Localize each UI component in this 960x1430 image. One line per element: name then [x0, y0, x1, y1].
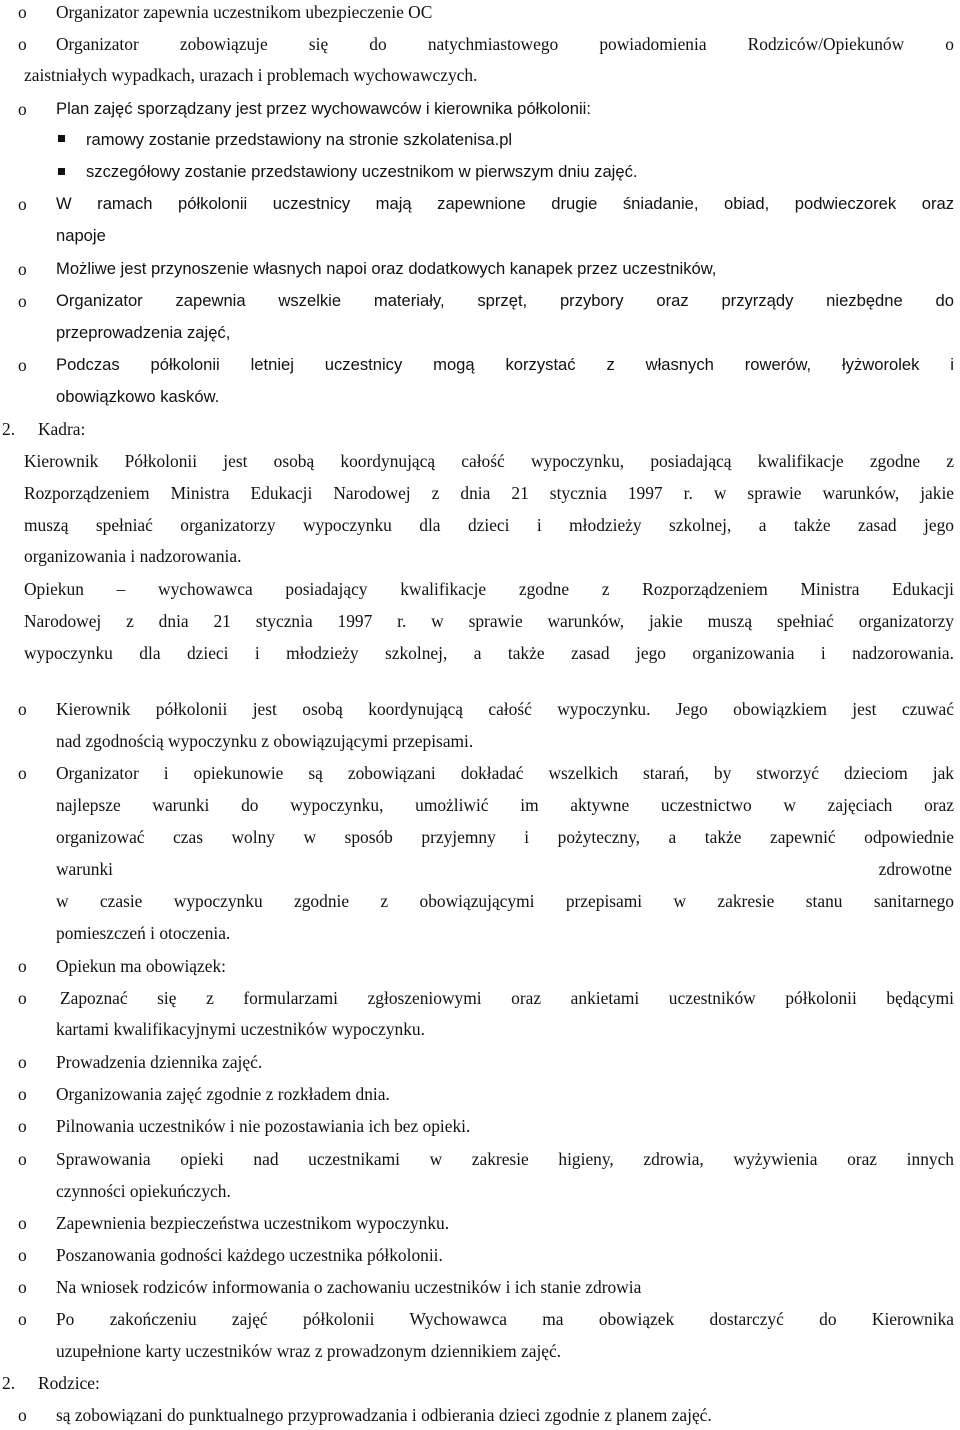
- bullet-marker: o: [18, 1084, 27, 1104]
- section-heading: Kadra:: [38, 419, 86, 439]
- section-number: 2.: [2, 419, 16, 439]
- paragraph-line: Opiekun – wychowawca posiadający kwalifikacje zgodne z Rozporządzeniem Ministra Edukacji: [24, 579, 954, 599]
- bullet-marker: o: [18, 99, 27, 119]
- list-item-text: Organizator zobowiązuje się do natychmiastowego powiadomienia Rodziców/Opiekunów o: [56, 34, 954, 54]
- list-item-text: uzupełnione karty uczestników wraz z prowadzonym dziennikiem zajęć.: [56, 1341, 562, 1361]
- list-item-text: Pilnowania uczestników i nie pozostawiania ich bez opieki.: [56, 1116, 471, 1136]
- list-item-text: kartami kwalifikacyjnymi uczestników wypoczynku.: [56, 1019, 425, 1039]
- list-item-text: Kierownik półkolonii jest osobą koordynującą całość wypoczynku. Jego obowiązkiem jest czuwać: [56, 699, 954, 719]
- list-item-text: przeprowadzenia zajęć,: [56, 323, 231, 342]
- list-item-text: Opiekun ma obowiązek:: [56, 956, 226, 976]
- list-item-text: Organizator zapewnia uczestnikom ubezpieczenie OC: [56, 2, 433, 22]
- bullet-marker: o: [18, 34, 27, 54]
- bullet-marker: o: [18, 988, 27, 1008]
- list-item-text: czynności opiekuńczych.: [56, 1181, 231, 1201]
- paragraph-line: organizowania i nadzorowania.: [24, 546, 242, 566]
- list-item-text: Zapoznać się z formularzami zgłoszeniowymi oraz ankietami uczestników półkolonii będącymi: [60, 988, 954, 1008]
- list-item-text: najlepsze warunki do wypoczynku, umożliwić im aktywne uczestnictwo w zajęciach oraz: [56, 795, 954, 815]
- list-item-text: zaistniałych wypadkach, urazach i problemach wychowawczych.: [24, 65, 478, 85]
- sub-item-text: szczegółowy zostanie przedstawiony uczestnikom w pierwszym dniu zajęć.: [86, 162, 638, 181]
- list-item-text: Organizowania zajęć zgodnie z rozkładem dnia.: [56, 1084, 390, 1104]
- paragraph-line: Narodowej z dnia 21 stycznia 1997 r. w sprawie warunków, jakie muszą spełniać organizatorzy: [24, 611, 954, 631]
- list-item-text: Zapewnienia bezpieczeństwa uczestnikom wypoczynku.: [56, 1213, 450, 1233]
- bullet-marker: o: [18, 699, 27, 719]
- bullet-marker: o: [18, 763, 27, 783]
- list-item-text: W ramach półkolonii uczestnicy mają zapewnione drugie śniadanie, obiad, podwieczorek oraz: [56, 194, 954, 213]
- list-item-text: pomieszczeń i otoczenia.: [56, 923, 231, 943]
- square-bullet-icon: [58, 135, 65, 142]
- paragraph-line: Rozporządzeniem Ministra Edukacji Narodowej z dnia 21 stycznia 1997 r. w sprawie warunków, jakie: [24, 483, 954, 503]
- list-item-text: Poszanowania godności każdego uczestnika półkolonii.: [56, 1245, 443, 1265]
- square-bullet-icon: [58, 168, 65, 175]
- list-item-text: Po zakończeniu zajęć półkolonii Wychowawca ma obowiązek dostarczyć do Kierownika: [56, 1309, 954, 1329]
- bullet-marker: o: [18, 956, 27, 976]
- bullet-marker: o: [18, 291, 27, 311]
- paragraph-line: Kierownik Półkolonii jest osobą koordynującą całość wypoczynku, posiadającą kwalifikacje zgodne z: [24, 451, 954, 471]
- list-item-text: obowiązkowo kasków.: [56, 387, 220, 406]
- bullet-marker: o: [18, 355, 27, 375]
- list-item-text: Prowadzenia dziennika zajęć.: [56, 1052, 263, 1072]
- section-number: 2.: [2, 1373, 16, 1393]
- section-heading: Rodzice:: [38, 1373, 100, 1393]
- list-item-text: organizować czas wolny w sposób przyjemny i pożyteczny, a także zapewnić odpowiednie: [56, 827, 954, 847]
- list-item-text: w czasie wypoczynku zgodnie z obowiązującymi przepisami w zakresie stanu sanitarnego: [56, 891, 954, 911]
- list-item-text: warunki: [56, 859, 113, 879]
- list-item-text: Możliwe jest przynoszenie własnych napoi oraz dodatkowych kanapek przez uczestników,: [56, 259, 717, 278]
- bullet-marker: o: [18, 1213, 27, 1233]
- list-item-text: Na wniosek rodziców informowania o zachowaniu uczestników i ich stanie zdrowia: [56, 1277, 642, 1297]
- list-item-text: Sprawowania opieki nad uczestnikami w zakresie higieny, zdrowia, wyżywienia oraz innych: [56, 1149, 954, 1169]
- bullet-marker: o: [18, 1309, 27, 1329]
- bullet-marker: o: [18, 1277, 27, 1297]
- list-item-text: Organizator i opiekunowie są zobowiązani dokładać wszelkich starań, by stworzyć dzieciom jak: [56, 763, 954, 783]
- bullet-marker: o: [18, 2, 27, 22]
- bullet-marker: o: [18, 1116, 27, 1136]
- list-item-text: napoje: [56, 226, 106, 245]
- bullet-marker: o: [18, 194, 27, 214]
- list-item-text: nad zgodnością wypoczynku z obowiązującymi przepisami.: [56, 731, 474, 751]
- bullet-marker: o: [18, 1149, 27, 1169]
- list-item-text: zdrowotne: [878, 859, 952, 879]
- bullet-marker: o: [18, 259, 27, 279]
- bullet-marker: o: [18, 1052, 27, 1072]
- list-item-text: Podczas półkolonii letniej uczestnicy mogą korzystać z własnych rowerów, łyżworolek i: [56, 355, 954, 374]
- list-item-text: Organizator zapewnia wszelkie materiały, sprzęt, przybory oraz przyrządy niezbędne do: [56, 291, 954, 310]
- list-item-text: Plan zajęć sporządzany jest przez wychowawców i kierownika półkolonii:: [56, 99, 591, 118]
- sub-item-text: ramowy zostanie przedstawiony na stronie szkolatenisa.pl: [86, 130, 513, 149]
- paragraph-line: muszą spełniać organizatorzy wypoczynku dla dzieci i młodzieży szkolnej, a także zasad jego: [24, 515, 954, 535]
- bullet-marker: o: [18, 1405, 27, 1425]
- bullet-marker: o: [18, 1245, 27, 1265]
- list-item-text: są zobowiązani do punktualnego przyprowadzania i odbierania dzieci zgodnie z planem zajęć.: [56, 1405, 712, 1425]
- paragraph-line: wypoczynku dla dzieci i młodzieży szkolnej, a także zasad jego organizowania i nadzorowania.: [24, 643, 954, 663]
